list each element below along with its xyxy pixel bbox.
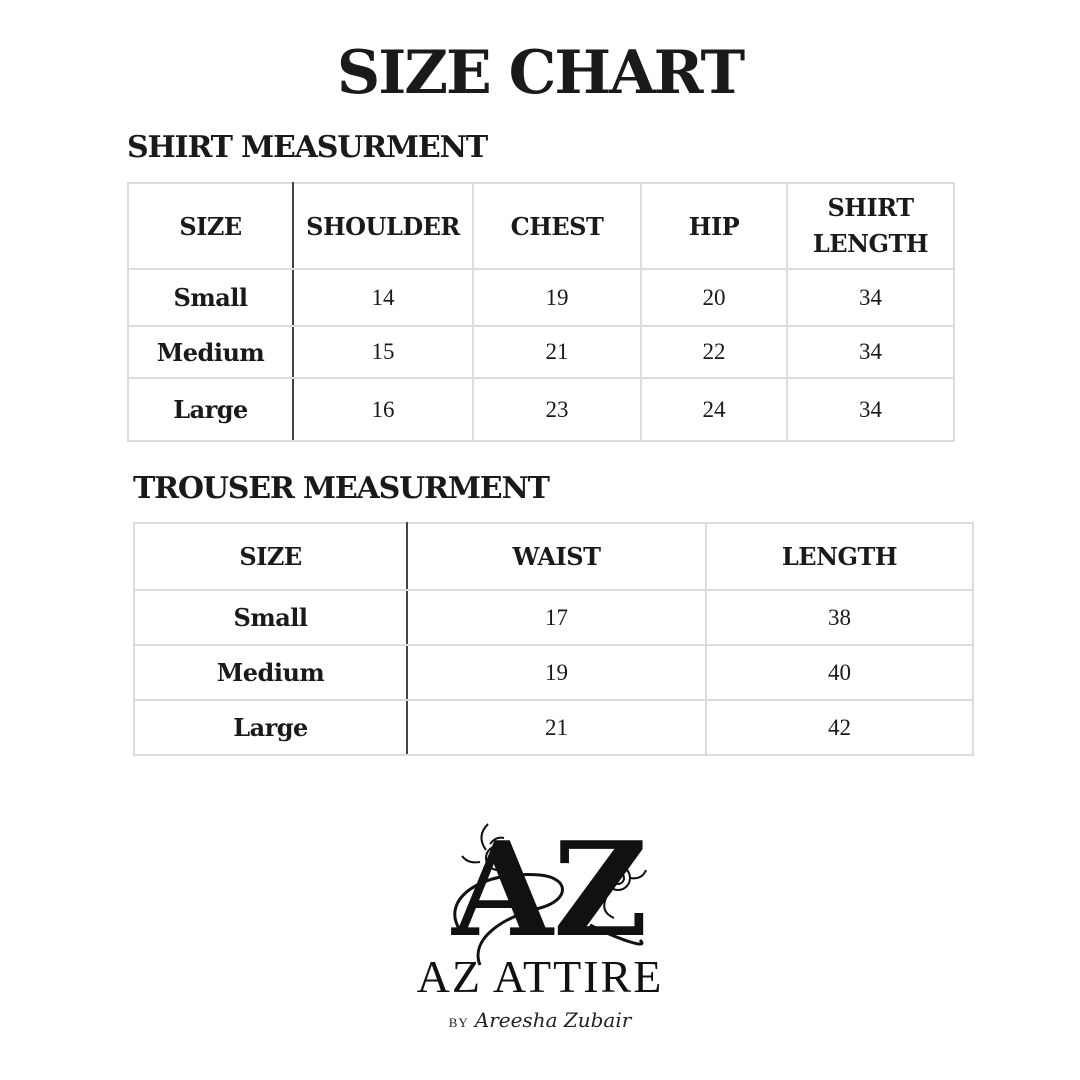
table-row — [128, 269, 954, 326]
logo-monogram: AZ — [452, 813, 648, 966]
cell-value: 38 — [706, 590, 973, 645]
cell-value: 21 — [473, 326, 641, 378]
table-row — [134, 645, 973, 700]
cell-value: 19 — [407, 645, 706, 700]
cell-value: 21 — [407, 700, 706, 755]
header-shirt-length: SHIRT LENGTH — [787, 183, 954, 269]
trouser-size-table — [133, 522, 974, 756]
cell-value: 40 — [706, 645, 973, 700]
cell-value: 23 — [473, 378, 641, 441]
page-title: SIZE CHART — [336, 38, 744, 108]
shirt-section-heading: SHIRT MEASURMENT — [127, 130, 487, 165]
header-hip: HIP — [641, 183, 787, 269]
row-size-label: Large — [134, 700, 407, 755]
row-size-label: Medium — [134, 645, 407, 700]
table-row — [128, 326, 954, 378]
table-header-row — [128, 183, 954, 269]
cell-value: 34 — [787, 378, 954, 441]
header-shoulder: SHOULDER — [293, 183, 473, 269]
table-row — [134, 700, 973, 755]
cell-value: 16 — [293, 378, 473, 441]
cell-value: 24 — [641, 378, 787, 441]
shirt-size-table — [127, 182, 955, 442]
cell-value: 22 — [641, 326, 787, 378]
trouser-section-heading: TROUSER MEASURMENT — [133, 471, 549, 506]
row-size-label: Small — [134, 590, 407, 645]
row-size-label: Large — [128, 378, 293, 441]
cell-value: 14 — [293, 269, 473, 326]
header-length: LENGTH — [706, 523, 973, 590]
table-row — [134, 590, 973, 645]
cell-value: 20 — [641, 269, 787, 326]
header-size: SIZE — [128, 183, 293, 269]
header-waist: WAIST — [407, 523, 706, 590]
header-size: SIZE — [134, 523, 407, 590]
row-size-label: Small — [128, 269, 293, 326]
cell-value: 34 — [787, 326, 954, 378]
row-size-label: Medium — [128, 326, 293, 378]
cell-value: 15 — [293, 326, 473, 378]
header-chest: CHEST — [473, 183, 641, 269]
cell-value: 34 — [787, 269, 954, 326]
cell-value: 19 — [473, 269, 641, 326]
table-row — [128, 378, 954, 441]
designer-signature: Areesha Zubair — [474, 1008, 632, 1032]
by-label: BY — [448, 1015, 469, 1030]
table-header-row — [134, 523, 973, 590]
brand-name: AZ ATTIRE — [416, 951, 664, 1002]
cell-value: 42 — [706, 700, 973, 755]
brand-byline — [0, 1008, 1080, 1032]
cell-value: 17 — [407, 590, 706, 645]
